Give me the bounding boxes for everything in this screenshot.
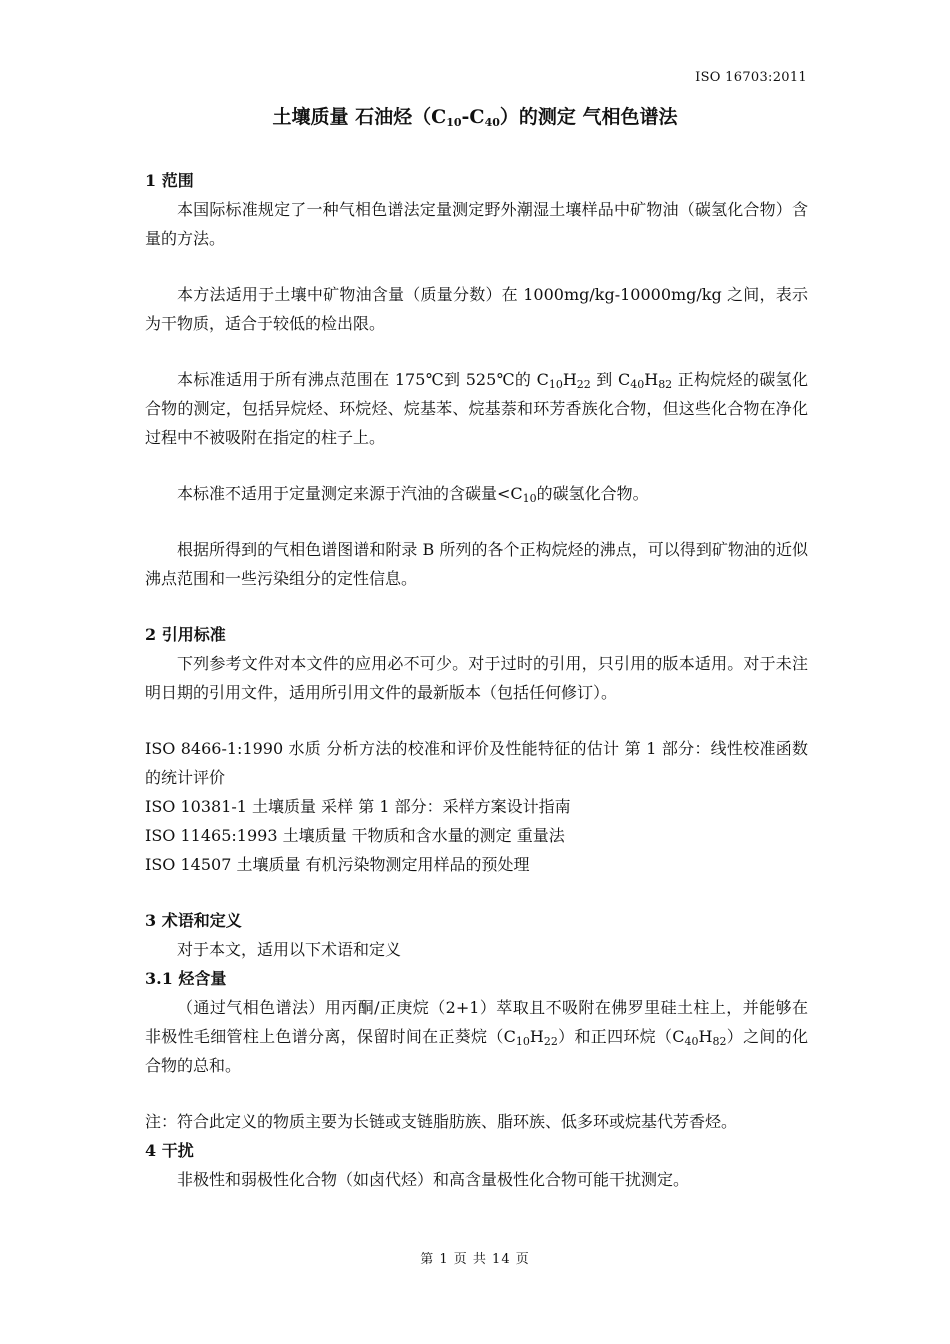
title-subscript-2: 40 (484, 116, 500, 129)
section-3-1-paragraph: （通过气相色谱法）用丙酮/正庚烷（2+1）萃取且不吸附在佛罗里硅土柱上，并能够在非极性毛细管柱上色谱分离，保留时间在正葵烷$(C_{10}H_{22})$和正四环烷$(C_{40}H_{82})$之间的化合物的总和。 (145, 998, 808, 1075)
document-body (145, 166, 808, 1194)
section-2-paragraph-1: 下列参考文件对本文件的应用必不可少。对于过时的引用，只引用的版本适用。对于未注明日期的引用文件，适用所引用文件的最新版本（包括任何修订）。 (145, 654, 808, 702)
title-prefix: 土壤质量 石油烃（C (272, 106, 447, 128)
section-4-paragraph-1: 非极性和弱极性化合物（如卤代烃）和高含量极性化合物可能干扰测定。 (177, 1170, 690, 1189)
document-id: ISO 16703:2011 (695, 70, 807, 85)
section-3-heading: 3 术语和定义 (145, 911, 242, 930)
reference-item: ISO 14507 土壤质量 有机污染物测定用样品的预处理 (145, 855, 530, 874)
note-paragraph: 注：符合此定义的物质主要为长链或支链脂肪族、脂环族、低多环或烷基代芳香烃。 (145, 1112, 738, 1131)
section-1-paragraph-5: 根据所得到的气相色谱图谱和附录 B 所列的各个正构烷烃的沸点，可以得到矿物油的近似沸点范围和一些污染组分的定性信息。 (145, 540, 808, 588)
reference-item: ISO 10381-1 土壤质量 采样 第 1 部分：采样方案设计指南 (145, 797, 571, 816)
section-2-heading: 2 引用标准 (145, 625, 226, 644)
reference-item: ISO 11465:1993 土壤质量 干物质和含水量的测定 重量法 (145, 826, 565, 845)
title-mid: -C (461, 106, 485, 128)
section-3-1-heading: 3.1 烃含量 (145, 969, 227, 988)
page-footer: 第 1 页 共 14 页 (420, 1252, 530, 1267)
section-1-paragraph-3: 本标准适用于所有沸点范围在 175℃到 525℃的 $C_{10}H_{22}$ 到 $C_{40}H_{82}$ 正构烷烃的碳氢化合物的测定，包括异烷烃、环烷烃、烷基苯、烷基萘和环芳香族化合物，但这些化合物在净化过程中不被吸附在指定的柱子上。 (145, 370, 808, 447)
title-suffix: ）的测定 气相色谱法 (499, 106, 678, 128)
document-title (0, 102, 950, 129)
section-1-paragraph-1: 本国际标准规定了一种气相色谱法定量测定野外潮湿土壤样品中矿物油（碳氢化合物）含量的方法。 (145, 200, 808, 248)
section-1-paragraph-2: 本方法适用于土壤中矿物油含量（质量分数）在 1000mg/kg-10000mg/kg 之间，表示为干物质，适合于较低的检出限。 (145, 285, 808, 333)
section-1-heading: 1 范围 (145, 171, 194, 190)
title-subscript-1: 10 (446, 116, 462, 129)
reference-item: ISO 8466-1:1990 水质 分析方法的校准和评价及性能特征的估计 第 1 部分：线性校准函数的统计评价 (145, 739, 808, 787)
section-4-heading: 4 干扰 (145, 1141, 194, 1160)
section-3-paragraph-1: 对于本文，适用以下术语和定义 (177, 940, 402, 959)
section-1-paragraph-4: 本标准不适用于定量测定来源于汽油的含碳量$<C_{10}$的碳氢化合物。 (177, 484, 649, 505)
